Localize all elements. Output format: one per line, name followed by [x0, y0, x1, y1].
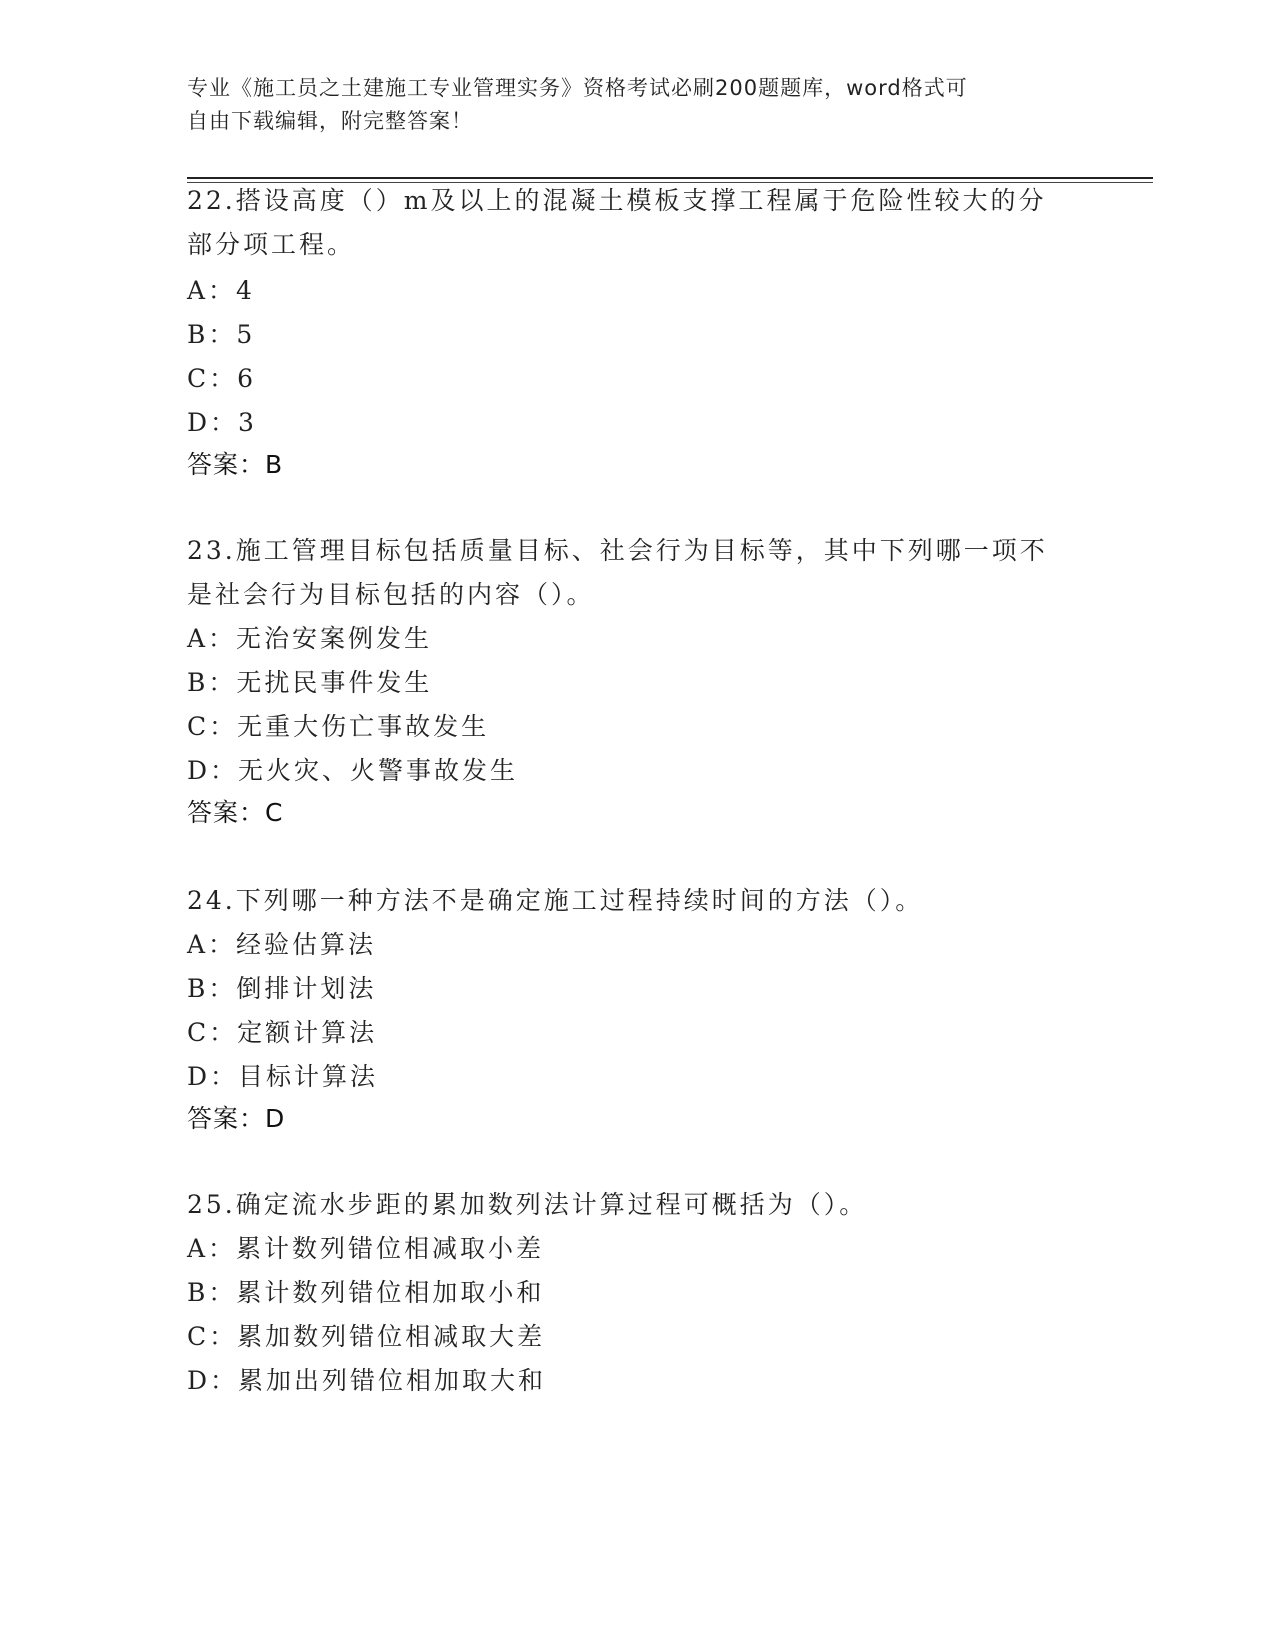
- question-24-answer: 答案：D: [187, 1104, 286, 1133]
- header-divider-thick: [187, 177, 1153, 179]
- question-25-option-a: A：累计数列错位相减取小差: [187, 1234, 545, 1263]
- question-23-option-d: D：无火灾、火警事故发生: [187, 756, 519, 785]
- question-22-stem-line-2: 部分项工程。: [187, 230, 356, 259]
- question-23-stem-line-2: 是社会行为目标包括的内容（）。: [187, 580, 595, 609]
- question-22-option-b: B：5: [187, 320, 256, 349]
- question-23-answer: 答案：C: [187, 798, 284, 827]
- header-line-1: 专业《施工员之土建施工专业管理实务》资格考试必刷200题题库，word格式可: [187, 76, 968, 100]
- question-23-stem-line-1: 23.施工管理目标包括质量目标、社会行为目标等，其中下列哪一项不: [187, 536, 1048, 565]
- question-22-answer: 答案：B: [187, 450, 284, 479]
- question-22-option-d: D：3: [187, 408, 257, 437]
- document-header: [187, 72, 1067, 138]
- question-23-option-b: B：无扰民事件发生: [187, 668, 433, 697]
- question-22-stem-line-1: 22.搭设高度（）m及以上的混凝土模板支撑工程属于危险性较大的分: [187, 186, 1047, 215]
- header-divider-thin: [187, 182, 1153, 183]
- question-25-stem-line-1: 25.确定流水步距的累加数列法计算过程可概括为（）。: [187, 1190, 868, 1219]
- question-24-option-c: C：定额计算法: [187, 1018, 378, 1047]
- question-24-option-d: D：目标计算法: [187, 1062, 379, 1091]
- question-24-stem-line-1: 24.下列哪一种方法不是确定施工过程持续时间的方法（）。: [187, 886, 924, 915]
- question-22-option-a: A：4: [187, 276, 255, 305]
- question-24-option-a: A：经验估算法: [187, 930, 377, 959]
- question-22-option-c: C：6: [187, 364, 257, 393]
- question-23-option-a: A：无治安案例发生: [187, 624, 433, 653]
- header-line-2: 自由下载编辑，附完整答案！: [187, 109, 473, 133]
- question-23-option-c: C：无重大伤亡事故发生: [187, 712, 490, 741]
- question-25-option-b: B：累计数列错位相加取小和: [187, 1278, 545, 1307]
- question-25-option-d: D：累加出列错位相加取大和: [187, 1366, 547, 1395]
- question-24-option-b: B：倒排计划法: [187, 974, 377, 1003]
- question-25-option-c: C：累加数列错位相减取大差: [187, 1322, 546, 1351]
